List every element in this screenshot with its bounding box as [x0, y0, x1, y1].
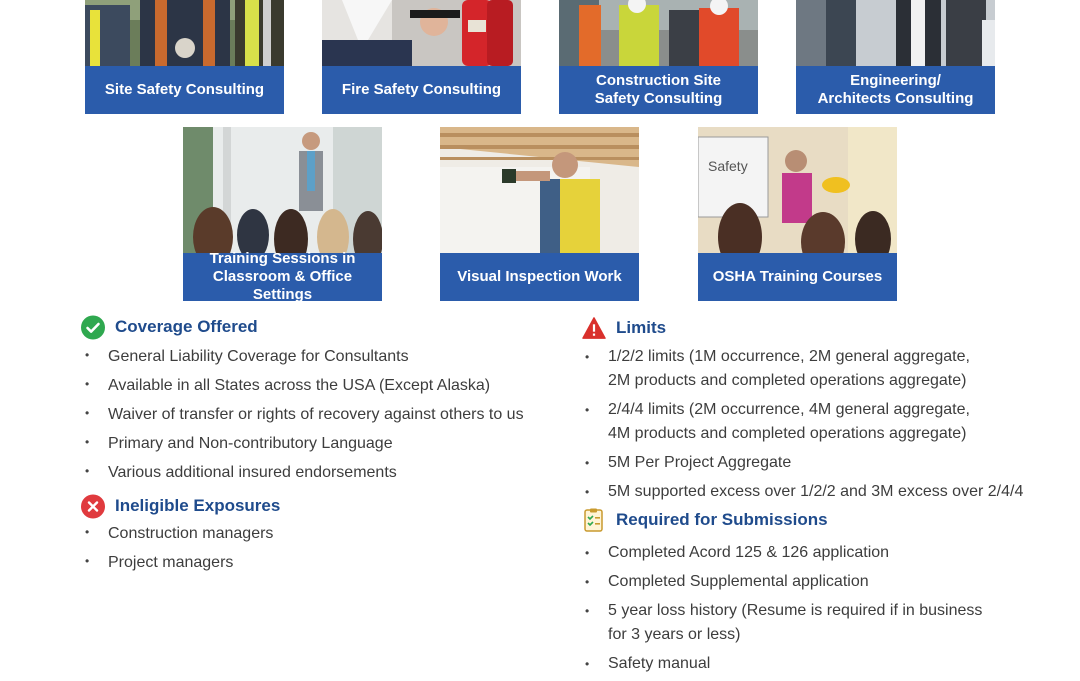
training-sessions-photo	[183, 127, 382, 253]
ineligible-title: Ineligible Exposures	[115, 496, 281, 515]
list-item: • 5M supported excess over 1/2/2 and 3M excess over 2/4/4	[582, 480, 1023, 509]
card-caption: Engineering/ Architects Consulting	[796, 66, 995, 114]
list-item: • Completed Acord 125 & 126 application	[582, 541, 982, 570]
check-circle-icon	[81, 315, 105, 339]
card-caption: Visual Inspection Work	[440, 253, 639, 301]
list-item: • Construction managers	[82, 525, 273, 554]
list-item: • 2/4/4 limits (2M occurrence, 4M general aggregate, 4M products and completed operations aggregate)	[582, 398, 1023, 451]
list-item: • Project managers	[82, 554, 273, 583]
whiteboard-text: Safety	[708, 158, 748, 174]
submissions-list	[582, 541, 982, 681]
card-caption: Construction Site Safety Consulting	[559, 66, 758, 114]
visual-inspection-photo	[440, 127, 639, 253]
coverage-heading	[81, 315, 258, 339]
list-item: • 5M Per Project Aggregate	[582, 451, 1023, 480]
ineligible-heading	[81, 494, 280, 518]
card-caption: OSHA Training Courses	[698, 253, 897, 301]
service-card-visual-inspection	[440, 127, 639, 301]
service-card-site-safety	[85, 0, 284, 114]
submissions-heading	[582, 508, 828, 532]
list-item: • Waiver of transfer or rights of recovery against others to us	[82, 406, 524, 435]
service-card-osha-training	[698, 127, 897, 301]
card-caption: Site Safety Consulting	[85, 66, 284, 114]
list-item: • Various additional insured endorsements	[82, 464, 524, 493]
card-caption: Training Sessions in Classroom & Office Settings	[183, 253, 382, 301]
limits-heading	[582, 316, 666, 340]
x-circle-icon	[81, 494, 105, 518]
construction-site-photo	[559, 0, 758, 66]
warning-triangle-icon	[582, 316, 606, 340]
service-card-training-sessions	[183, 127, 382, 301]
service-card-fire-safety	[322, 0, 521, 114]
ineligible-list	[82, 525, 273, 583]
list-item: • Safety manual	[582, 652, 982, 681]
list-item: • Primary and Non-contributory Language	[82, 435, 524, 464]
list-item: • 5 year loss history (Resume is required if in business for 3 years or less)	[582, 599, 982, 652]
engineering-photo	[796, 0, 995, 66]
card-caption: Fire Safety Consulting	[322, 66, 521, 114]
list-item: • Available in all States across the USA (Except Alaska)	[82, 377, 524, 406]
limits-title: Limits	[616, 318, 667, 337]
limits-list	[582, 345, 1023, 509]
service-card-construction-site	[559, 0, 758, 114]
coverage-list	[82, 348, 524, 493]
osha-training-photo	[698, 127, 897, 253]
list-item: • 1/2/2 limits (1M occurrence, 2M general aggregate, 2M products and completed operations aggregate)	[582, 345, 1023, 398]
coverage-title: Coverage Offered	[115, 317, 258, 336]
service-card-engineering	[796, 0, 995, 114]
list-item: • General Liability Coverage for Consultants	[82, 348, 524, 377]
fire-safety-photo	[322, 0, 521, 66]
site-safety-photo	[85, 0, 284, 66]
checklist-icon	[582, 508, 606, 532]
submissions-title: Required for Submissions	[616, 510, 828, 529]
list-item: • Completed Supplemental application	[582, 570, 982, 599]
